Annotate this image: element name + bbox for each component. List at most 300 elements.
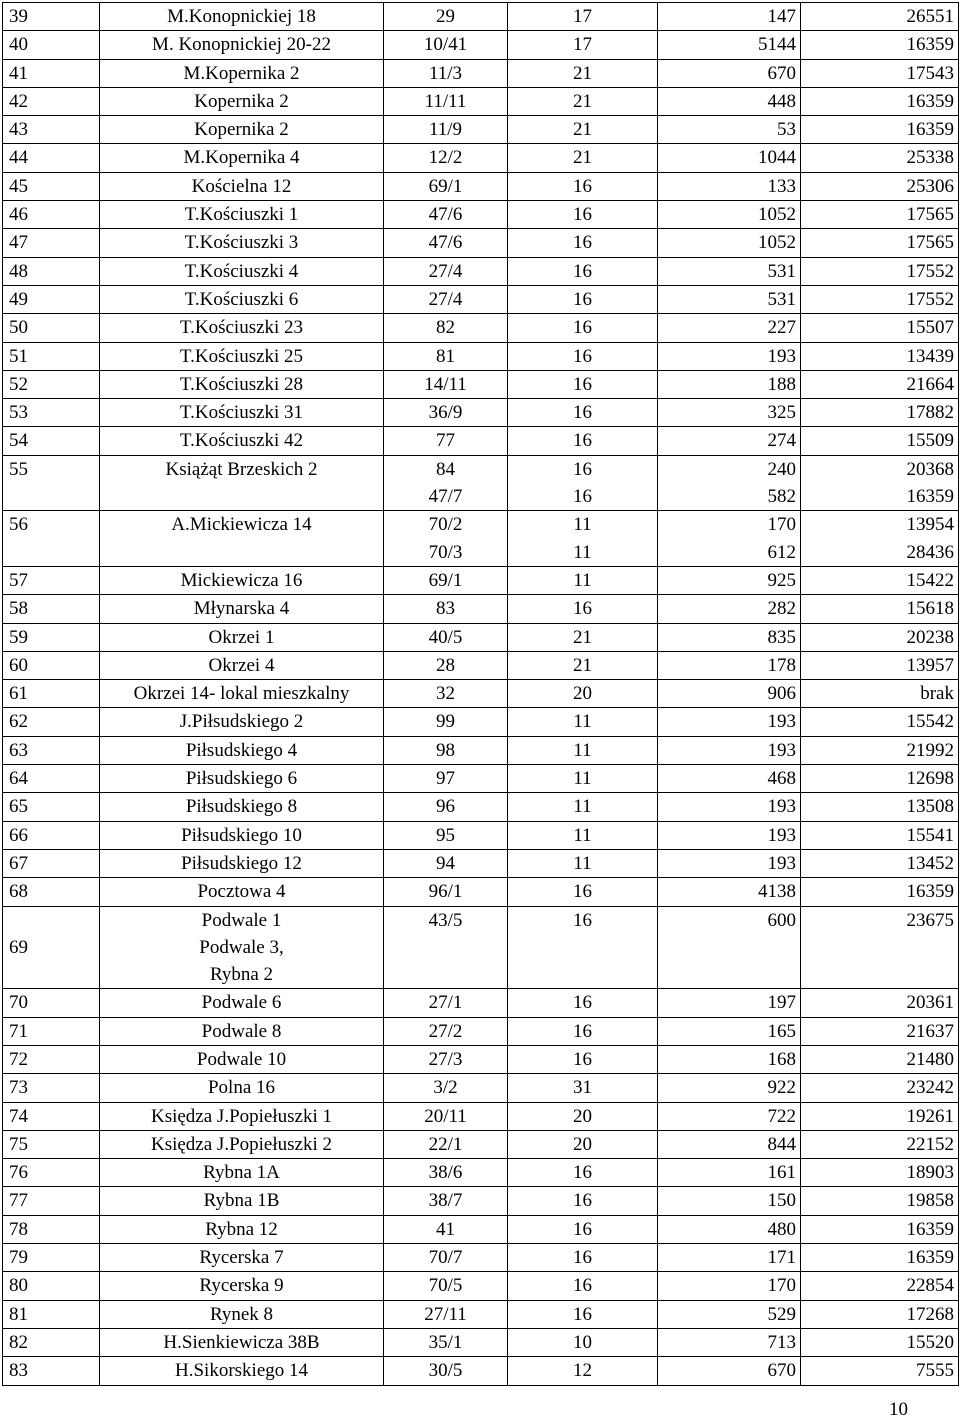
col5-cell — [801, 1272, 959, 1300]
cell-line: 16 — [573, 430, 592, 452]
plot-cell — [384, 765, 508, 793]
cell-line: 16 — [573, 175, 592, 197]
col3-cell — [508, 314, 658, 342]
col3-cell — [508, 849, 658, 877]
cell-line: 21 — [573, 119, 592, 141]
cell-line: 170 — [767, 1275, 796, 1297]
cell-line: 27/4 — [428, 260, 463, 282]
address-cell — [100, 1357, 384, 1385]
plot-cell — [384, 427, 508, 455]
table-row — [3, 342, 959, 370]
table-row — [3, 31, 959, 59]
col4-cell — [658, 87, 801, 115]
cell-line: 31 — [573, 1077, 592, 1099]
table-row — [3, 511, 959, 567]
col4-cell — [658, 3, 801, 31]
address-cell — [100, 849, 384, 877]
cell-line: H.Sienkiewicza 38B — [163, 1331, 320, 1353]
col3-cell — [508, 1244, 658, 1272]
col4-cell — [658, 566, 801, 594]
cell-line: 722 — [767, 1105, 796, 1127]
plot-cell — [384, 1300, 508, 1328]
row-number-cell: 79 — [3, 1244, 100, 1272]
table-row — [3, 116, 959, 144]
col3-cell — [508, 399, 658, 427]
plot-cell — [384, 59, 508, 87]
col5-cell — [801, 1017, 959, 1045]
address-cell — [100, 399, 384, 427]
cell-line: 531 — [767, 288, 796, 310]
cell-line: 16359 — [906, 486, 954, 508]
table-row — [3, 765, 959, 793]
cell-line: 16359 — [906, 90, 954, 112]
col3-cell — [508, 511, 658, 567]
col4-cell — [658, 342, 801, 370]
col4-cell — [658, 849, 801, 877]
cell-line: 15422 — [906, 569, 954, 591]
cell-line: 17 — [573, 6, 592, 27]
table-row — [3, 566, 959, 594]
cell-line: 1052 — [758, 204, 796, 226]
cell-line: 20 — [573, 1133, 592, 1155]
row-number-cell: 76 — [3, 1159, 100, 1187]
cell-line: 11 — [573, 768, 592, 790]
cell-line: 20/11 — [424, 1105, 467, 1127]
cell-line: 16359 — [906, 34, 954, 56]
col4-cell — [658, 1187, 801, 1215]
cell-line: 11/9 — [428, 119, 463, 141]
plot-cell — [384, 370, 508, 398]
row-number-cell: 41 — [3, 59, 100, 87]
address-cell — [100, 1215, 384, 1243]
row-number-cell: 58 — [3, 595, 100, 623]
cell-line: 16 — [573, 1048, 592, 1070]
cell-line: 178 — [767, 654, 796, 676]
plot-cell — [384, 201, 508, 229]
table-row — [3, 399, 959, 427]
col4-cell — [658, 1328, 801, 1356]
cell-line: 20 — [573, 1105, 592, 1127]
address-cell — [100, 116, 384, 144]
row-number-cell: 53 — [3, 399, 100, 427]
row-number-cell: 42 — [3, 87, 100, 115]
col4-cell — [658, 736, 801, 764]
cell-line: M.Kopernika 4 — [183, 147, 300, 169]
cell-line: Podwale 8 — [201, 1020, 282, 1042]
cell-line: 28436 — [906, 541, 954, 563]
cell-line: 16 — [573, 260, 592, 282]
table-row — [3, 257, 959, 285]
cell-line: Księdza J.Popiełuszki 1 — [150, 1105, 332, 1127]
plot-cell — [384, 651, 508, 679]
plot-cell — [384, 285, 508, 313]
table-row — [3, 427, 959, 455]
col5-cell — [801, 793, 959, 821]
table-row — [3, 1159, 959, 1187]
cell-line: 17543 — [906, 62, 954, 84]
cell-line: Księdza J.Popiełuszki 2 — [150, 1133, 332, 1155]
table-row — [3, 1357, 959, 1385]
address-cell — [100, 708, 384, 736]
cell-line: 165 — [767, 1020, 796, 1042]
cell-line: 612 — [767, 541, 796, 563]
cell-line: H.Sikorskiego 14 — [175, 1360, 308, 1382]
address-cell — [100, 1159, 384, 1187]
col4-cell — [658, 59, 801, 87]
cell-line: 906 — [767, 683, 796, 705]
cell-line: Rycerska 7 — [199, 1247, 284, 1269]
cell-line: 170 — [767, 514, 796, 536]
cell-line: Mickiewicza 16 — [180, 569, 303, 591]
col3-cell — [508, 31, 658, 59]
cell-line: 29 — [436, 6, 455, 27]
cell-line: 1052 — [758, 232, 796, 254]
row-number-cell: 62 — [3, 708, 100, 736]
plot-cell — [384, 1074, 508, 1102]
address-cell — [100, 59, 384, 87]
table-row — [3, 680, 959, 708]
cell-line: 193 — [767, 739, 796, 761]
cell-line: 81 — [436, 345, 455, 367]
col3-cell — [508, 595, 658, 623]
col3-cell — [508, 765, 658, 793]
address-cell — [100, 370, 384, 398]
col5-cell — [801, 1130, 959, 1158]
cell-line: 582 — [767, 486, 796, 508]
cell-line: 84 — [436, 458, 455, 480]
row-number-cell: 63 — [3, 736, 100, 764]
col4-cell — [658, 680, 801, 708]
plot-cell — [384, 1328, 508, 1356]
cell-line: 13439 — [906, 345, 954, 367]
cell-line: 197 — [767, 992, 796, 1014]
row-number-cell: 73 — [3, 1074, 100, 1102]
col3-cell — [508, 1215, 658, 1243]
cell-line: 16 — [573, 345, 592, 367]
property-table — [2, 2, 959, 1386]
col4-cell — [658, 878, 801, 906]
col5-cell — [801, 427, 959, 455]
cell-line: 19261 — [906, 1105, 954, 1127]
cell-line: 16 — [573, 288, 592, 310]
cell-line: 448 — [767, 90, 796, 112]
col3-cell — [508, 1187, 658, 1215]
cell-line: 47/6 — [428, 204, 463, 226]
plot-cell — [384, 736, 508, 764]
col5-cell — [801, 566, 959, 594]
table-row — [3, 708, 959, 736]
cell-line: 227 — [767, 317, 796, 339]
address-cell — [100, 314, 384, 342]
col5-cell — [801, 229, 959, 257]
cell-line: 23675 — [906, 909, 954, 931]
col5-cell — [801, 285, 959, 313]
cell-line: 16 — [573, 204, 592, 226]
table-row — [3, 1300, 959, 1328]
cell-line: Rynek 8 — [209, 1303, 274, 1325]
cell-line: 14/11 — [424, 373, 467, 395]
cell-line: M.Kopernika 2 — [183, 62, 300, 84]
cell-line: 17 — [573, 34, 592, 56]
cell-line: 77 — [436, 430, 455, 452]
address-cell — [100, 1074, 384, 1102]
cell-line: 70/5 — [428, 1275, 463, 1297]
cell-line: T.Kościuszki 25 — [179, 345, 304, 367]
col5-cell — [801, 1215, 959, 1243]
cell-line: 16359 — [906, 1218, 954, 1240]
plot-cell — [384, 1045, 508, 1073]
col4-cell — [658, 229, 801, 257]
cell-line: Piłsudskiego 4 — [185, 739, 298, 761]
address-cell — [100, 201, 384, 229]
cell-line: 22854 — [906, 1275, 954, 1297]
cell-line: 70/2 — [428, 514, 463, 536]
cell-line: 193 — [767, 345, 796, 367]
row-number-cell: 39 — [3, 3, 100, 31]
plot-cell — [384, 1357, 508, 1385]
cell-line: 17268 — [906, 1303, 954, 1325]
cell-line: 16 — [573, 909, 592, 931]
plot-cell — [384, 257, 508, 285]
cell-line: 20 — [573, 683, 592, 705]
cell-line: 835 — [767, 626, 796, 648]
address-cell — [100, 31, 384, 59]
row-number-cell: 78 — [3, 1215, 100, 1243]
row-number-cell: 68 — [3, 878, 100, 906]
address-cell — [100, 257, 384, 285]
cell-line: 11 — [573, 739, 592, 761]
cell-line: 95 — [436, 824, 455, 846]
cell-line: 3/2 — [433, 1077, 458, 1099]
col4-cell — [658, 1357, 801, 1385]
cell-line: 16 — [573, 486, 592, 508]
cell-line: 922 — [767, 1077, 796, 1099]
col4-cell — [658, 793, 801, 821]
page-number: 10 — [889, 1399, 908, 1420]
col5-cell — [801, 1045, 959, 1073]
row-number-cell: 40 — [3, 31, 100, 59]
col3-cell — [508, 566, 658, 594]
cell-line: 16 — [573, 1275, 592, 1297]
address-cell — [100, 229, 384, 257]
cell-line: 28 — [436, 654, 455, 676]
cell-line: 16 — [573, 1303, 592, 1325]
col5-cell — [801, 1159, 959, 1187]
cell-line: 96/1 — [428, 881, 463, 903]
col4-cell — [658, 1074, 801, 1102]
cell-line: 15541 — [906, 824, 954, 846]
cell-line: 15520 — [906, 1331, 954, 1353]
col5-cell — [801, 1187, 959, 1215]
cell-line: 193 — [767, 824, 796, 846]
col4-cell — [658, 651, 801, 679]
col3-cell — [508, 144, 658, 172]
col5-cell — [801, 1300, 959, 1328]
cell-line: 35/1 — [428, 1331, 463, 1353]
plot-cell — [384, 821, 508, 849]
cell-line: 27/11 — [424, 1303, 467, 1325]
table-row — [3, 1187, 959, 1215]
cell-line: J.Piłsudskiego 2 — [179, 711, 304, 733]
col3-cell — [508, 680, 658, 708]
table-row — [3, 878, 959, 906]
row-number-cell: 64 — [3, 765, 100, 793]
cell-line: A.Mickiewicza 14 — [171, 514, 312, 536]
cell-line: 16 — [573, 402, 592, 424]
col3-cell — [508, 229, 658, 257]
cell-line: T.Kościuszki 42 — [179, 430, 304, 452]
address-cell — [100, 1130, 384, 1158]
plot-cell — [384, 1130, 508, 1158]
table-row — [3, 59, 959, 87]
plot-cell — [384, 342, 508, 370]
cell-line: M. Konopnickiej 20-22 — [152, 34, 331, 56]
cell-line: 188 — [767, 373, 796, 395]
cell-line: Piłsudskiego 6 — [185, 768, 298, 790]
plot-cell — [384, 87, 508, 115]
col3-cell — [508, 1102, 658, 1130]
col5-cell — [801, 1074, 959, 1102]
cell-line: 670 — [767, 62, 796, 84]
cell-line: 53 — [777, 119, 796, 141]
address-cell — [100, 1017, 384, 1045]
col4-cell — [658, 623, 801, 651]
col5-cell — [801, 906, 959, 989]
table-row — [3, 1244, 959, 1272]
cell-line: Podwale 3, — [199, 936, 284, 958]
cell-line: Piłsudskiego 8 — [185, 796, 298, 818]
row-number-cell: 81 — [3, 1300, 100, 1328]
address-cell — [100, 595, 384, 623]
col4-cell — [658, 1215, 801, 1243]
row-number-cell: 59 — [3, 623, 100, 651]
cell-line: 713 — [767, 1331, 796, 1353]
col5-cell — [801, 201, 959, 229]
cell-line: 282 — [767, 598, 796, 620]
address-cell — [100, 680, 384, 708]
row-number-cell: 74 — [3, 1102, 100, 1130]
col5-cell — [801, 257, 959, 285]
row-number-cell: 61 — [3, 680, 100, 708]
address-cell — [100, 1272, 384, 1300]
cell-line: 171 — [767, 1247, 796, 1269]
address-cell — [100, 989, 384, 1017]
col4-cell — [658, 455, 801, 511]
cell-line: 17565 — [906, 232, 954, 254]
col3-cell — [508, 285, 658, 313]
cell-line: 99 — [436, 711, 455, 733]
col3-cell — [508, 708, 658, 736]
cell-line: 25338 — [906, 147, 954, 169]
cell-line: 17565 — [906, 204, 954, 226]
cell-line: 16 — [573, 1190, 592, 1212]
cell-line: 16359 — [906, 881, 954, 903]
col5-cell — [801, 989, 959, 1017]
table-row — [3, 623, 959, 651]
cell-line: 10/41 — [423, 34, 468, 56]
address-cell — [100, 1045, 384, 1073]
cell-line: T.Kościuszki 3 — [184, 232, 299, 254]
cell-line: 19858 — [906, 1190, 954, 1212]
col3-cell — [508, 172, 658, 200]
row-number-cell: 56 — [3, 511, 100, 567]
col3-cell — [508, 3, 658, 31]
plot-cell — [384, 680, 508, 708]
address-cell — [100, 455, 384, 511]
address-cell — [100, 878, 384, 906]
cell-line: 20361 — [906, 992, 954, 1014]
col5-cell — [801, 765, 959, 793]
cell-line: 22/1 — [428, 1133, 463, 1155]
cell-line: 27/3 — [428, 1048, 463, 1070]
col5-cell — [801, 1328, 959, 1356]
col3-cell — [508, 59, 658, 87]
cell-line: 15618 — [906, 598, 954, 620]
cell-line: 11 — [573, 569, 592, 591]
address-cell — [100, 1187, 384, 1215]
row-number-cell: 47 — [3, 229, 100, 257]
table-row — [3, 821, 959, 849]
cell-line: 17882 — [906, 402, 954, 424]
col5-cell — [801, 651, 959, 679]
row-number-cell: 65 — [3, 793, 100, 821]
cell-line: 12/2 — [428, 147, 463, 169]
address-cell — [100, 172, 384, 200]
cell-line: 20238 — [906, 626, 954, 648]
col3-cell — [508, 201, 658, 229]
col4-cell — [658, 821, 801, 849]
cell-line: 529 — [767, 1303, 796, 1325]
col3-cell — [508, 1045, 658, 1073]
col3-cell — [508, 989, 658, 1017]
cell-line: Piłsudskiego 10 — [181, 824, 302, 846]
col4-cell — [658, 708, 801, 736]
row-number-cell: 67 — [3, 849, 100, 877]
cell-line: 23242 — [906, 1077, 954, 1099]
cell-line: 32 — [436, 683, 455, 705]
col3-cell — [508, 1074, 658, 1102]
col5-cell — [801, 31, 959, 59]
cell-line: 21 — [573, 626, 592, 648]
cell-line: 11 — [573, 541, 592, 563]
table-body — [3, 3, 959, 1386]
row-number-cell: 72 — [3, 1045, 100, 1073]
row-number-cell: 50 — [3, 314, 100, 342]
cell-line: 12698 — [906, 768, 954, 790]
cell-line: Okrzei 1 — [208, 626, 275, 648]
col5-cell — [801, 172, 959, 200]
table-row — [3, 144, 959, 172]
row-number-cell: 82 — [3, 1328, 100, 1356]
col3-cell — [508, 1017, 658, 1045]
plot-cell — [384, 1017, 508, 1045]
row-number-cell: 49 — [3, 285, 100, 313]
col3-cell — [508, 878, 658, 906]
cell-line: 94 — [436, 852, 455, 874]
col5-cell — [801, 116, 959, 144]
cell-line: Podwale 1 — [201, 909, 282, 931]
cell-line: 11 — [573, 711, 592, 733]
table-row — [3, 1328, 959, 1356]
col5-cell — [801, 1102, 959, 1130]
col5-cell — [801, 680, 959, 708]
plot-cell — [384, 566, 508, 594]
cell-line: 20368 — [906, 458, 954, 480]
row-number-cell: 77 — [3, 1187, 100, 1215]
row-number-cell: 71 — [3, 1017, 100, 1045]
col3-cell — [508, 1130, 658, 1158]
cell-line: 16 — [573, 1247, 592, 1269]
